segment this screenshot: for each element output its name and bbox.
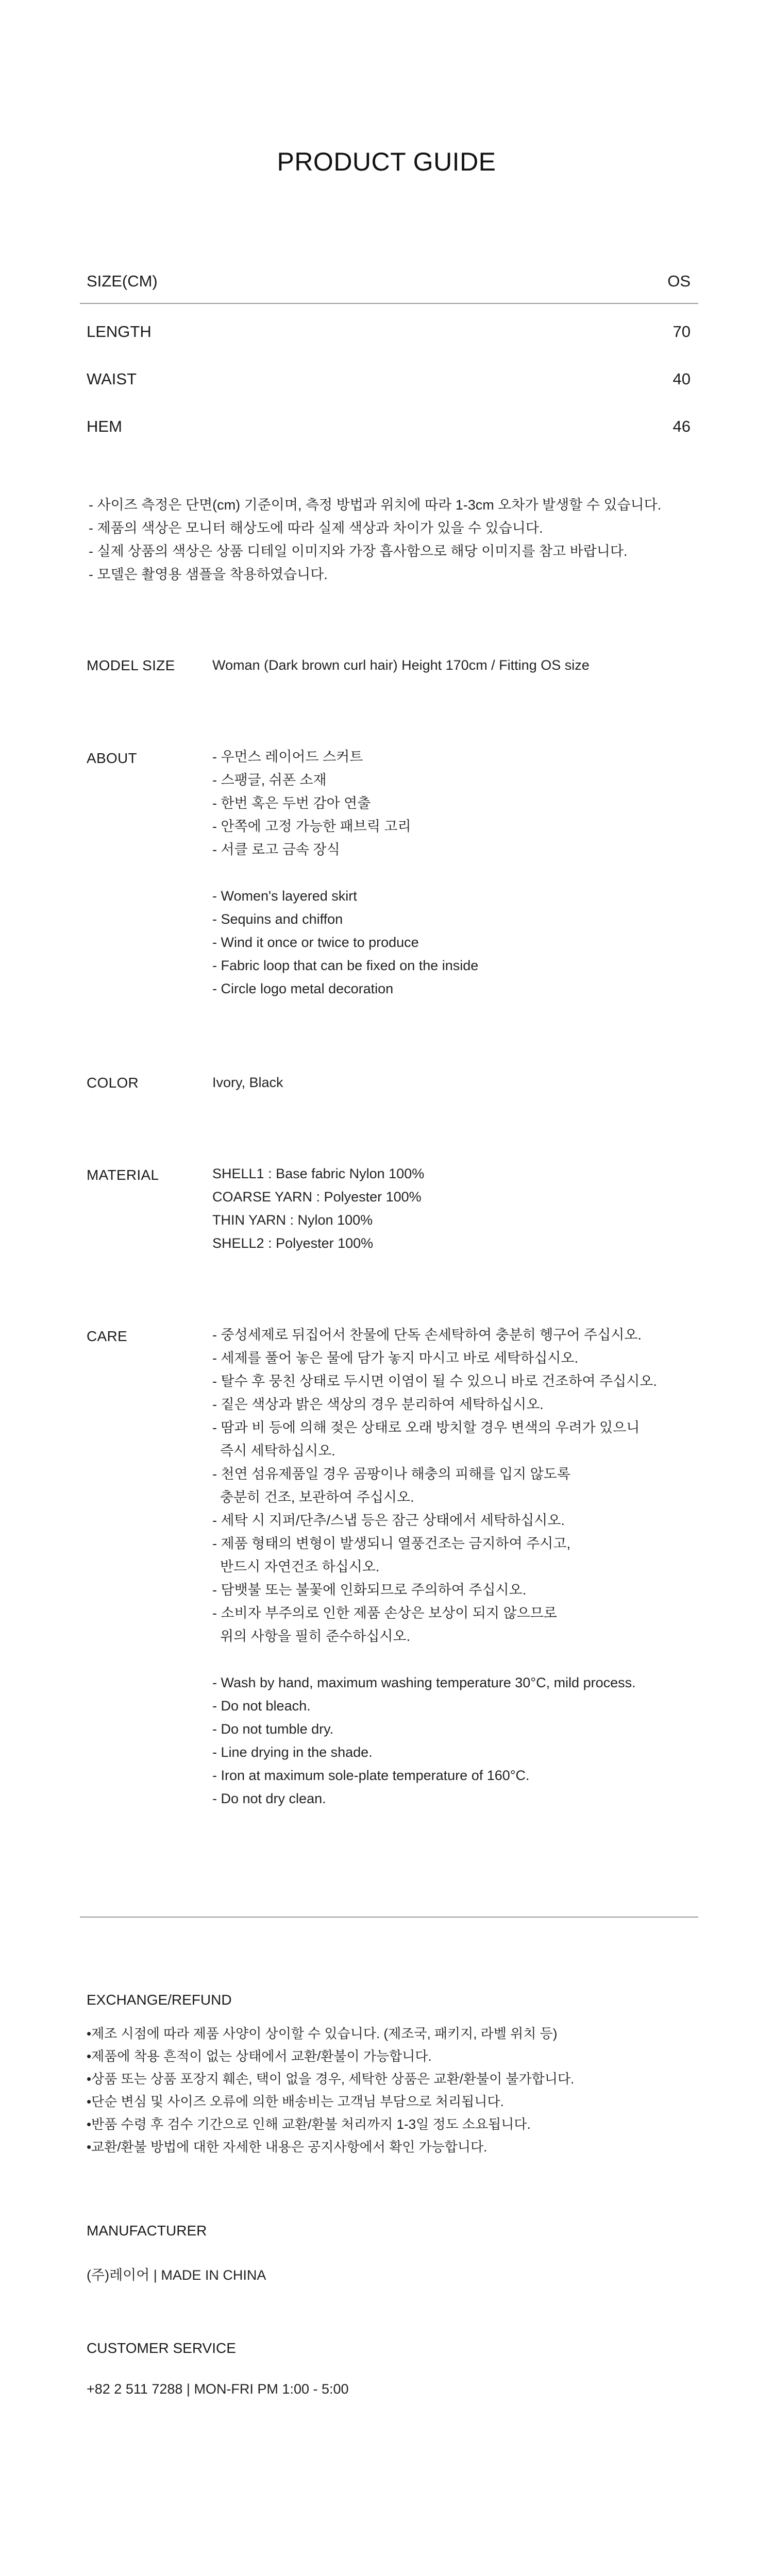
exchange-title: EXCHANGE/REFUND xyxy=(87,1992,232,2008)
about-line: - Wind it once or twice to produce xyxy=(212,935,419,950)
care-line: - 탈수 후 뭉친 상태로 두시면 이염이 될 수 있으니 바로 건조하여 주십시오. xyxy=(212,1374,657,1389)
about-line: - 스팽글, 쉬폰 소재 xyxy=(212,772,327,788)
exchange-line: •제품에 착용 흔적이 없는 상태에서 교환/환불이 가능합니다. xyxy=(87,2048,432,2064)
care-line: - Line drying in the shade. xyxy=(212,1744,373,1760)
exchange-line: •반품 수령 후 검수 기간으로 인해 교환/환불 처리까지 1-3일 정도 소요됩니다. xyxy=(87,2116,531,2132)
color-label: COLOR xyxy=(87,1075,139,1091)
size-row-value-length: 70 xyxy=(673,323,691,341)
exchange-line: •상품 또는 상품 포장지 훼손, 택이 없을 경우, 세탁한 상품은 교환/환불이 불가합니다. xyxy=(87,2071,575,2087)
exchange-line: •단순 변심 및 사이즈 오류에 의한 배송비는 고객님 부담으로 처리됩니다. xyxy=(87,2094,504,2109)
care-line: - 중성세제로 뒤집어서 찬물에 단독 손세탁하여 충분히 헹구어 주십시오. xyxy=(212,1327,642,1343)
size-row-label-length: LENGTH xyxy=(87,323,152,341)
material-line: SHELL1 : Base fabric Nylon 100% xyxy=(212,1166,425,1181)
care-line: - Wash by hand, maximum washing temperature 30°C, mild process. xyxy=(212,1675,636,1690)
care-line: 즉시 세탁하십시오. xyxy=(212,1443,335,1459)
care-line: - Iron at maximum sole-plate temperature of 160°C. xyxy=(212,1768,530,1783)
size-notes xyxy=(89,494,661,586)
model-size-label: MODEL SIZE xyxy=(87,657,175,673)
size-row-label-waist: WAIST xyxy=(87,370,137,388)
size-row-label-hem: HEM xyxy=(87,417,122,435)
care-line: - 천연 섬유제품일 경우 곰팡이나 해충의 피해를 입지 않도록 xyxy=(212,1466,570,1482)
material-content xyxy=(212,1162,424,1255)
care-line: 반드시 자연건조 하십시오. xyxy=(212,1559,380,1574)
note-line: - 실제 상품의 색상은 상품 디테일 이미지와 가장 흡사함으로 해당 이미지를 참고 바랍니다. xyxy=(89,544,628,559)
size-header-value: OS xyxy=(667,272,691,290)
size-row-value-waist: 40 xyxy=(673,370,691,388)
color-value: Ivory, Black xyxy=(212,1075,283,1090)
exchange-line: •교환/환불 방법에 대한 자세한 내용은 공지사항에서 확인 가능합니다. xyxy=(87,2139,488,2155)
care-line: - 소비자 부주의로 인한 제품 손상은 보상이 되지 않으므로 xyxy=(212,1605,557,1621)
care-line: - Do not dry clean. xyxy=(212,1791,326,1806)
care-line: 충분히 건조, 보관하여 주십시오. xyxy=(212,1489,414,1505)
about-line: - Fabric loop that can be fixed on the inside xyxy=(212,958,479,973)
care-line: - 세탁 시 지퍼/단추/스냅 등은 잠근 상태에서 세탁하십시오. xyxy=(212,1513,565,1528)
care-line: - 담뱃불 또는 불꽃에 인화되므로 주의하여 주십시오. xyxy=(212,1582,527,1598)
about-line: - Women's layered skirt xyxy=(212,888,357,904)
customer-service-title: CUSTOMER SERVICE xyxy=(87,2340,236,2356)
about-line: - 우먼스 레이어드 스커트 xyxy=(212,749,363,765)
page-title: PRODUCT GUIDE xyxy=(277,147,496,176)
about-line: - Sequins and chiffon xyxy=(212,911,343,927)
customer-service-value: +82 2 511 7288 | MON-FRI PM 1:00 - 5:00 xyxy=(87,2381,349,2397)
size-header-label: SIZE(CM) xyxy=(87,272,158,290)
section-divider xyxy=(80,1917,698,1918)
exchange-line: •제조 시점에 따라 제품 사양이 상이할 수 있습니다. (제조국, 패키지, 라벨 위치 등) xyxy=(87,2026,558,2041)
care-line: - 땀과 비 등에 의해 젖은 상태로 오래 방치할 경우 변색의 우려가 있으니 xyxy=(212,1420,640,1435)
material-line: THIN YARN : Nylon 100% xyxy=(212,1212,373,1228)
note-line: - 사이즈 측정은 단면(cm) 기준이며, 측정 방법과 위치에 따라 1-3cm 오차가 발생할 수 있습니다. xyxy=(89,497,662,513)
size-table-divider xyxy=(80,303,698,304)
material-line: COARSE YARN : Polyester 100% xyxy=(212,1189,422,1205)
about-content xyxy=(212,745,478,1001)
about-line: - 안쪽에 고정 가능한 패브릭 고리 xyxy=(212,819,411,834)
note-line: - 제품의 색상은 모니터 해상도에 따라 실제 색상과 차이가 있을 수 있습니다. xyxy=(89,520,543,536)
care-line: - 세제를 풀어 놓은 물에 담가 놓지 마시고 바로 세탁하십시오. xyxy=(212,1350,578,1366)
material-line: SHELL2 : Polyester 100% xyxy=(212,1235,374,1251)
model-size-value: Woman (Dark brown curl hair) Height 170cm / Fitting OS size xyxy=(212,657,590,673)
about-label: ABOUT xyxy=(87,750,137,766)
about-line: - Circle logo metal decoration xyxy=(212,981,394,996)
care-label: CARE xyxy=(87,1328,127,1344)
manufacturer-title: MANUFACTURER xyxy=(87,2223,207,2239)
material-label: MATERIAL xyxy=(87,1167,159,1183)
size-row-value-hem: 46 xyxy=(673,417,691,435)
care-line: - 짙은 색상과 밝은 색상의 경우 분리하여 세탁하십시오. xyxy=(212,1397,544,1412)
care-line: - Do not tumble dry. xyxy=(212,1721,334,1737)
about-line: - 서클 로고 금속 장식 xyxy=(212,842,340,857)
care-line: - Do not bleach. xyxy=(212,1698,311,1714)
care-line: - 제품 형태의 변형이 발생되니 열풍건조는 금지하여 주시고, xyxy=(212,1536,570,1551)
manufacturer-value: (주)레이어 | MADE IN CHINA xyxy=(87,2267,266,2283)
exchange-content xyxy=(87,2022,574,2158)
about-line: - 한번 혹은 두번 감아 연출 xyxy=(212,795,371,811)
care-line: 위의 사항을 필히 준수하십시오. xyxy=(212,1629,411,1644)
note-line: - 모델은 촬영용 샘플을 착용하였습니다. xyxy=(89,567,328,582)
care-content xyxy=(212,1324,657,1810)
